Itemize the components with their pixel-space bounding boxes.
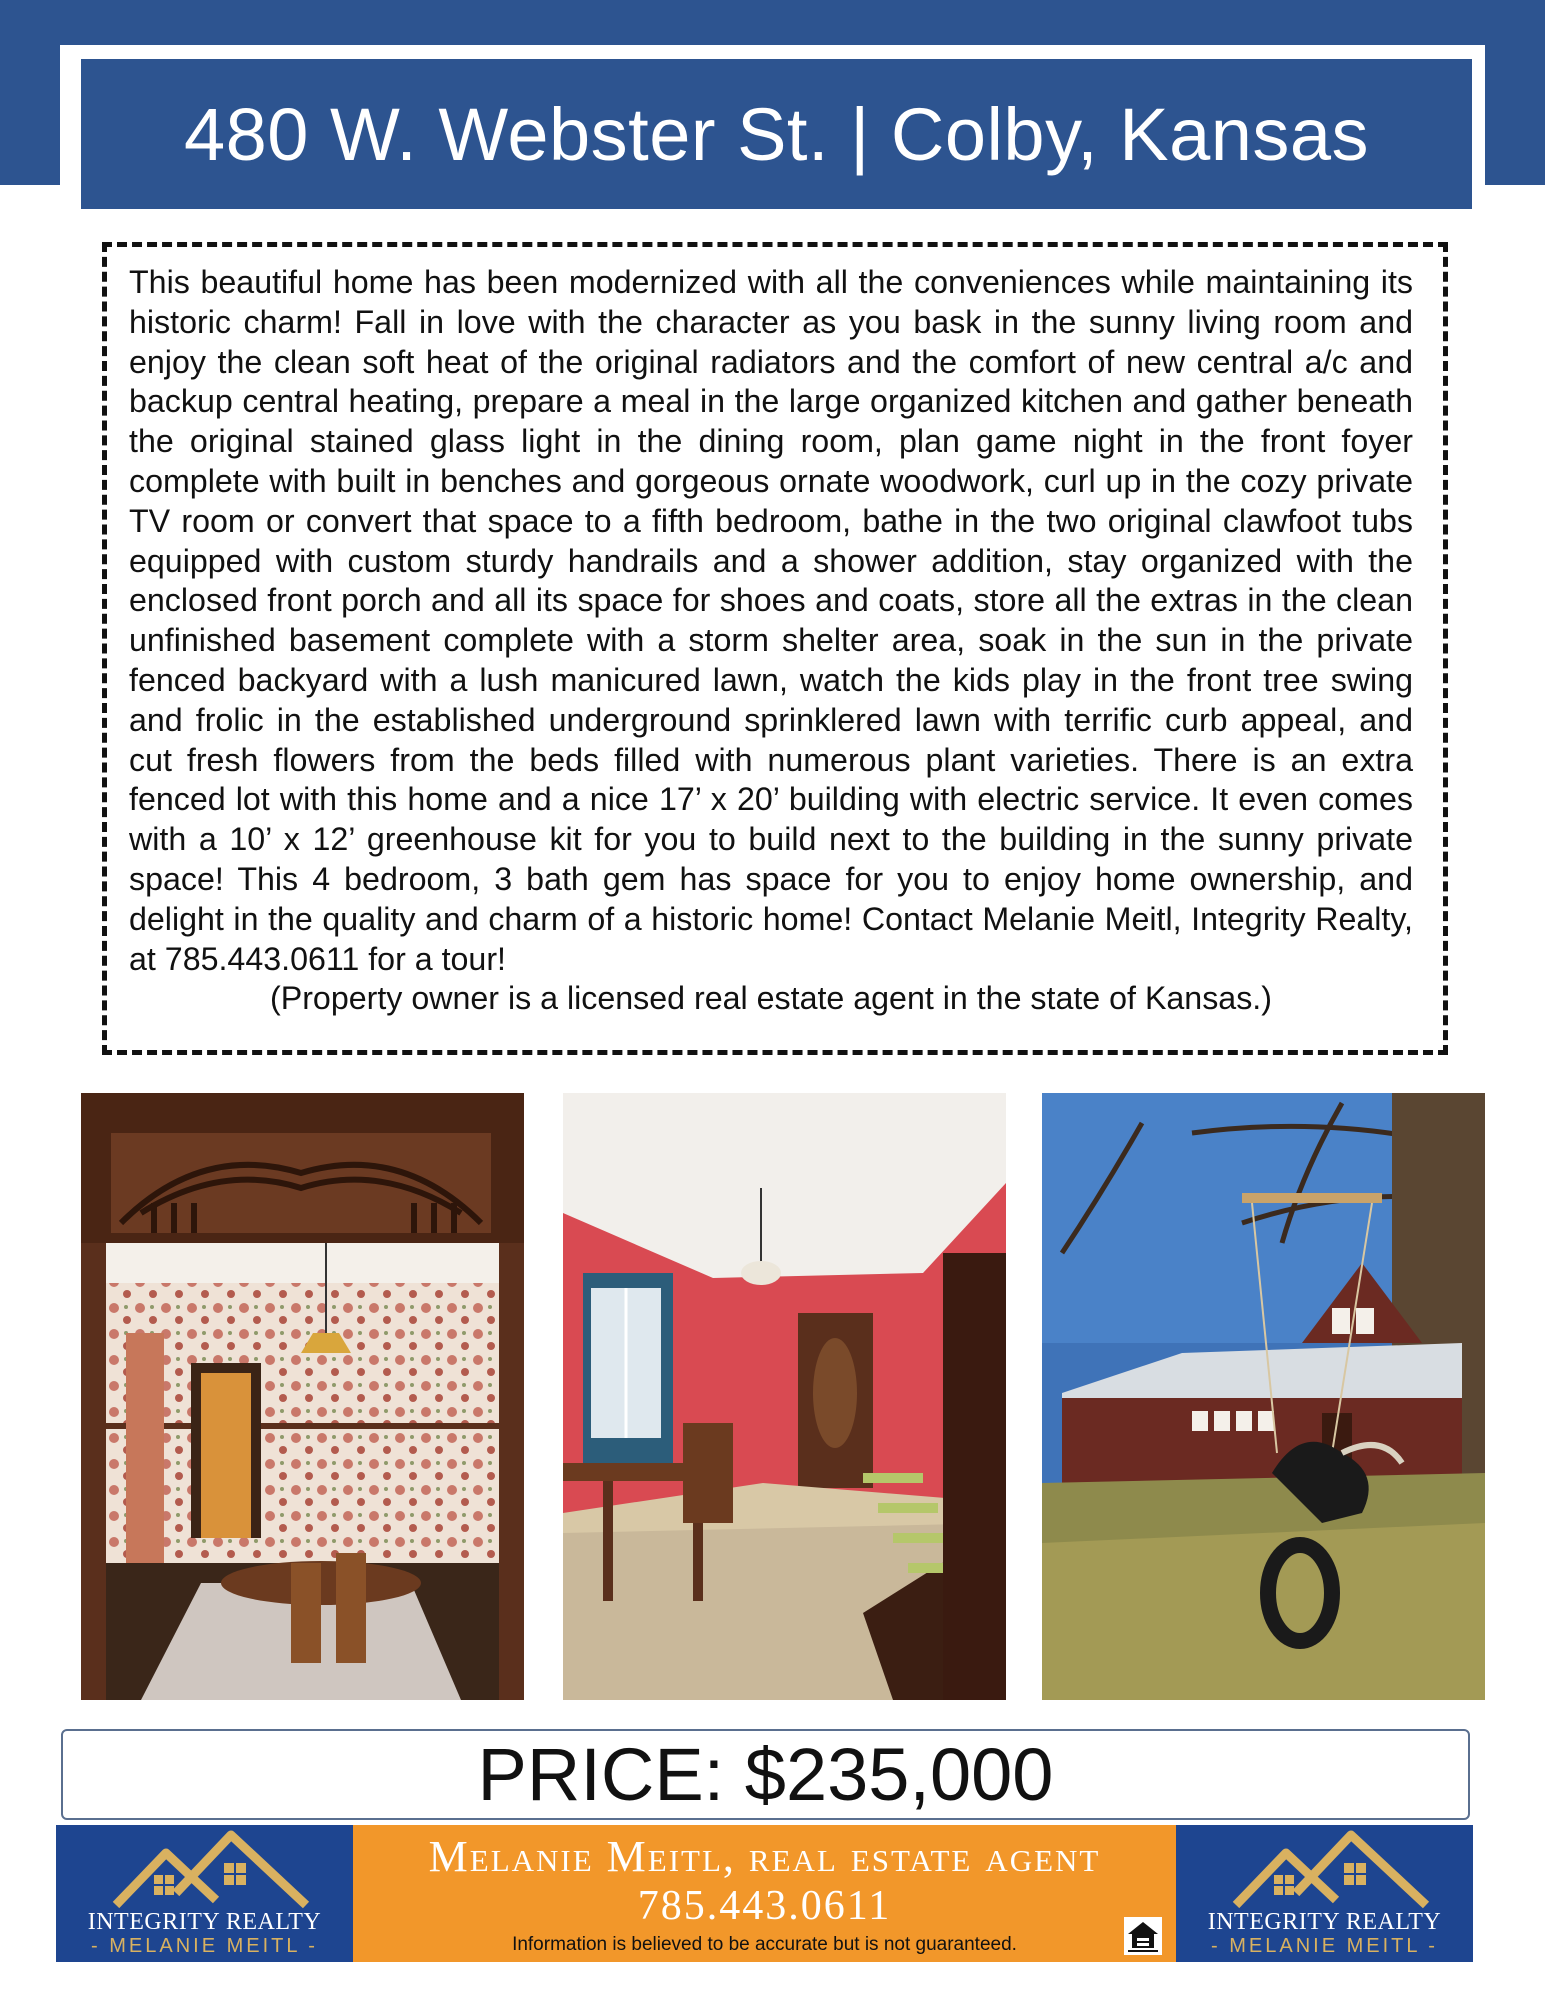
license-note: (Property owner is a licensed real estate agent in the state of Kansas.)	[270, 980, 1272, 1017]
house-logo-icon	[1176, 1825, 1473, 1915]
dining-room-photo	[81, 1093, 524, 1700]
title-bar	[81, 59, 1472, 209]
price-box	[61, 1729, 1470, 1820]
price-label: PRICE: $235,000	[477, 1732, 1054, 1816]
exterior-photo	[1042, 1093, 1485, 1700]
logo-left	[56, 1825, 353, 1962]
logo-right	[1176, 1825, 1473, 1962]
house-logo-icon	[56, 1825, 353, 1915]
logo-brand-text: INTEGRITY REALTY	[87, 1909, 322, 1935]
agent-name: Melanie Meitl, real estate agent	[428, 1832, 1101, 1881]
agent-contact-panel	[353, 1825, 1176, 1962]
disclaimer-text: Information is believed to be accurate but is not guaranteed.	[512, 1934, 1017, 1955]
living-room-photo	[563, 1093, 1006, 1700]
agent-phone: 785.443.0611	[637, 1883, 892, 1929]
equal-housing-icon	[1124, 1917, 1162, 1955]
description-text: This beautiful home has been modernized with all the conveniences while maintaining its historic charm! Fall in love with the character as you bask in the sunny living room and enjoy the clean soft heat of the original radiators and the comfort of new central a/c and backup central heating, prepare a meal in the large organized kitchen and gather beneath the original stained glass light in the dining room, plan game night in the front foyer complete with built in benches and gorgeous ornate woodwork, curl up in the cozy private TV room or convert that space to a fifth bedroom, bathe in the two original clawfoot tubs equipped with custom sturdy handrails and a shower addition, stay organized with the enclosed front porch and all its space for shoes and coats, store all the extras in the clean unfinished basement complete with a storm shelter area, soak in the sun in the private fenced backyard with a lush manicured lawn, watch the kids play in the front tree swing and frolic in the established underground sprinklered lawn with terrific curb appeal, and cut fresh flowers from the beds filled with numerous plant varieties. There is an extra fenced lot with this home and a nice 17’ x 20’ building with electric service. It even comes with a 10’ x 12’ greenhouse kit for you to build next to the building in the sunny private space! This 4 bedroom, 3 bath gem has space for you to enjoy home ownership, and delight in the quality and charm of a historic home! Contact Melanie Meitl, Integrity Realty, at 785.443.0611 for a tour!	[129, 264, 1413, 977]
page-title: 480 W. Webster St. | Colby, Kansas	[183, 92, 1370, 176]
logo-agent-text: - MELANIE MEITL -	[1211, 1935, 1438, 1957]
logo-agent-text: - MELANIE MEITL -	[91, 1935, 318, 1957]
description-box	[102, 242, 1448, 1055]
footer	[56, 1825, 1473, 1962]
logo-brand-text: INTEGRITY REALTY	[1207, 1909, 1442, 1935]
